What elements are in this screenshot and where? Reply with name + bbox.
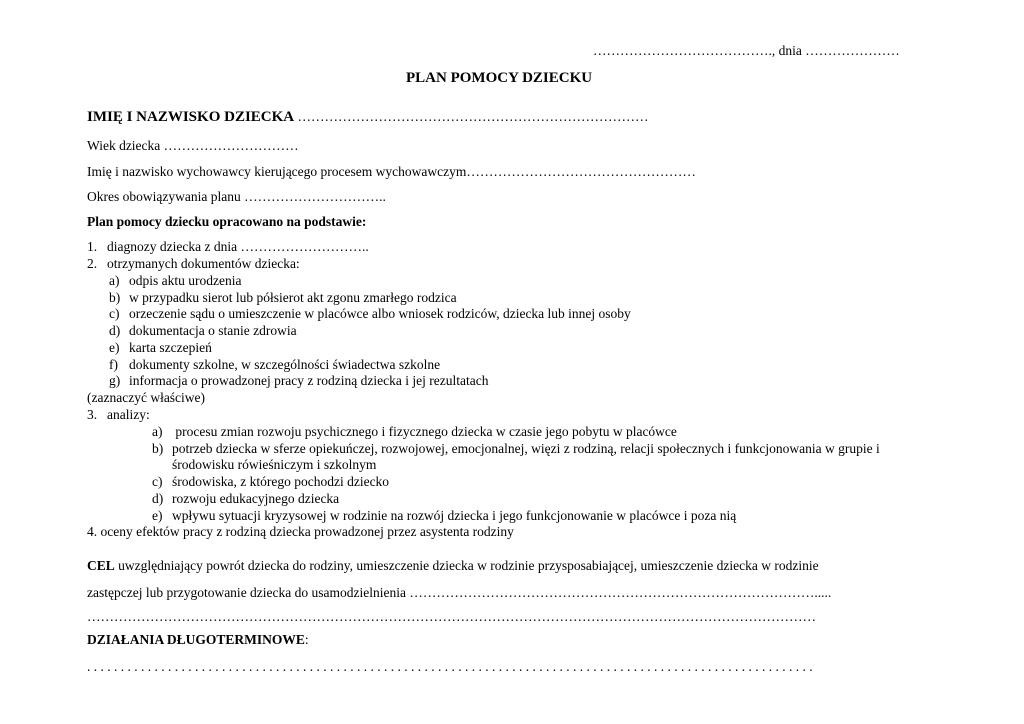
list-subitem-continuation: środowisku rówieśniczym i szkolnym (172, 457, 377, 472)
basis-heading: Plan pomocy dziecku opracowano na podstawie: (87, 214, 367, 229)
list-subitem: d) dokumentacja o stanie zdrowia (109, 323, 297, 338)
long-term-actions-label: DZIAŁANIA DŁUGOTERMINOWE (87, 632, 305, 647)
list-item: 2. otrzymanych dokumentów dziecka: (87, 256, 300, 271)
long-term-actions-field[interactable]: . . . . . . . . . . . . . . . . . . . . . . . . . . . . . . . . . . . . . . . . . . . . . . . . . . . . . . . . . . . . . . . . . . . . . . . . . . . . . . . . . . . . . . . . . . . . . . . . . . . . . . . . . . . . (87, 659, 813, 674)
child-name-field[interactable]: …………………………………………………………………… (297, 109, 649, 124)
goal-field[interactable]: zastępczej lub przygotowanie dziecka do usamodzielnienia ………………………………………………………………………………..... (87, 585, 832, 600)
goal-label: CEL (87, 558, 115, 573)
note: (zaznaczyć właściwe) (87, 390, 206, 405)
child-name-label: IMIĘ I NAZWISKO DZIECKA (87, 109, 295, 125)
educator-name-field[interactable]: Imię i nazwisko wychowawcy kierującego procesem wychowawczym…………………………………………… (87, 164, 696, 179)
list-subitem: g) informacja o prowadzonej pracy z rodziną dziecka i jej rezultatach (109, 373, 489, 388)
page-title: PLAN POMOCY DZIECKU (406, 70, 593, 86)
goal-row: CEL uwzględniający powrót dziecka do rodziny, umieszczenie dziecka w rodzinie przysposabiającej, umieszczenie dziecka w rodzinie (87, 558, 819, 573)
list-subitem: c) orzeczenie sądu o umieszczenie w placówce albo wniosek rodziców, dziecka lub innej osoby (109, 306, 631, 321)
list-item: 1. diagnozy dziecka z dnia ……………………….. (87, 239, 369, 254)
list-subitem: c) środowiska, z którego pochodzi dziecko (152, 474, 390, 489)
list-subitem: a) procesu zmian rozwoju psychicznego i fizycznego dziecka w czasie jego pobytu w placówce (152, 424, 677, 439)
list-subitem: b) potrzeb dziecka w sferze opiekuńczej, rozwojowej, emocjonalnej, więzi z rodziną, relacji społecznych i funkcjonowania w grupie i (152, 441, 880, 456)
list-subitem: e) karta szczepień (109, 340, 212, 355)
long-term-actions-row: DZIAŁANIA DŁUGOTERMINOWE: (87, 632, 309, 647)
date-line[interactable]: …………………………………., dnia ………………… (593, 43, 900, 58)
list-subitem: a) odpis aktu urodzenia (109, 273, 242, 288)
list-item: 3. analizy: (87, 407, 150, 422)
plan-period-field[interactable]: Okres obowiązywania planu ………………………….. (87, 189, 386, 204)
child-name-row (87, 109, 649, 126)
list-subitem: b) w przypadku sierot lub półsierot akt zgonu zmarłego rodzica (109, 290, 457, 305)
list-subitem: f) dokumenty szkolne, w szczególności świadectwa szkolne (109, 357, 441, 372)
list-item: 4. oceny efektów pracy z rodziną dziecka prowadzonej przez asystenta rodziny (87, 524, 514, 539)
list-subitem: d) rozwoju edukacyjnego dziecka (152, 491, 340, 506)
child-age-field[interactable]: Wiek dziecka ………………………… (87, 138, 299, 153)
list-subitem: e) wpływu sytuacji kryzysowej w rodzinie na rozwój dziecka i jego funkcjonowanie w placówce i poza nią (152, 508, 737, 523)
goal-field-continuation[interactable]: ……………………………………………………………………………………………………………………………………………… (87, 609, 816, 624)
